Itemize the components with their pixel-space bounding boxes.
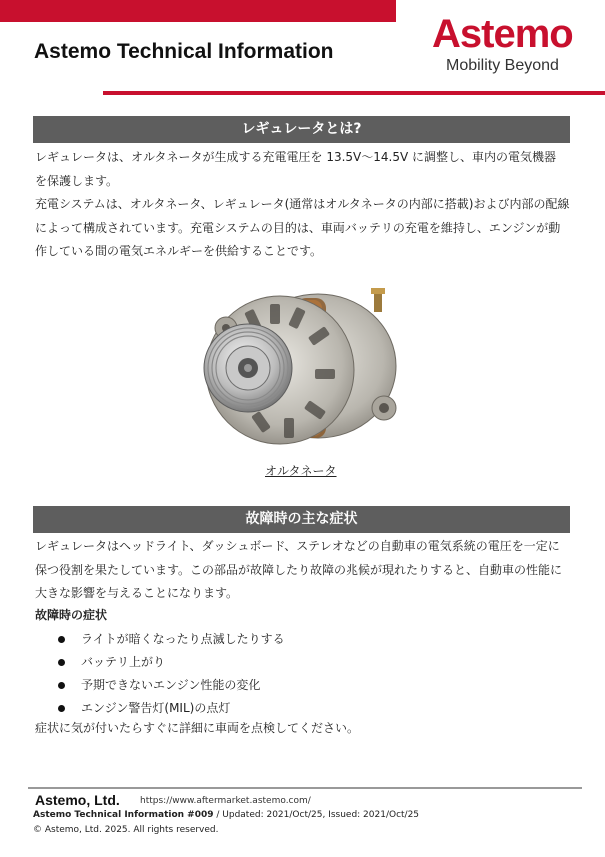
footer-brand: Astemo, Ltd. bbox=[35, 792, 120, 808]
image-caption: オルタネータ bbox=[265, 464, 337, 478]
text-line: 充電システムは、オルタネータ、レギュレータ(通常はオルタネータの内部に搭載)および内部の配線 bbox=[35, 197, 570, 211]
regulator-description bbox=[35, 146, 575, 264]
bullet-icon bbox=[58, 636, 65, 643]
symptom-text: 予期できないエンジン性能の変化 bbox=[81, 678, 261, 692]
alternator-image bbox=[188, 278, 412, 458]
bullet-icon bbox=[58, 659, 65, 666]
text-line: 作している間の電気エネルギーを供給することです。 bbox=[35, 244, 323, 258]
document-id: Astemo Technical Information #009 bbox=[33, 810, 214, 820]
symptoms-subheading: 故障時の症状 bbox=[35, 608, 108, 622]
list-item bbox=[58, 651, 285, 674]
symptom-text: バッテリ上がり bbox=[81, 655, 166, 669]
text-line: を保護します。 bbox=[35, 173, 119, 188]
text-line: 保つ役割を果たしています。この部品が故障したり故障の兆候が現れたりすると、自動車の性能に bbox=[35, 562, 563, 577]
symptom-text: エンジン警告灯(MIL)の点灯 bbox=[81, 701, 231, 715]
text-line: 大きな影響を与えることになります。 bbox=[35, 586, 239, 600]
astemo-logo bbox=[420, 12, 595, 82]
document-title: Astemo Technical Information bbox=[34, 40, 334, 63]
section-heading-symptoms: 故障時の主な症状 bbox=[33, 506, 570, 533]
footer-document-info bbox=[33, 810, 419, 820]
list-item bbox=[58, 674, 285, 697]
bullet-icon bbox=[58, 682, 65, 689]
symptom-list bbox=[58, 628, 285, 720]
closing-text: 症状に気が付いたらすぐに詳細に車両を点検してください。 bbox=[35, 721, 360, 735]
document-dates: / Updated: 2021/Oct/25, Issued: 2021/Oct/25 bbox=[213, 810, 420, 820]
header-rule bbox=[103, 91, 605, 95]
logo-tagline: Mobility Beyond bbox=[446, 57, 559, 74]
footer-rule bbox=[28, 787, 582, 789]
text-line: によって構成されています。充電システムの目的は、車両バッテリの充電を維持し、エンジンが動 bbox=[35, 220, 561, 235]
symptoms-description bbox=[35, 535, 575, 606]
footer-url-link[interactable]: https://www.aftermarket.astemo.com/ bbox=[140, 796, 311, 806]
list-item bbox=[58, 628, 285, 651]
symptom-text: ライトが暗くなったり点滅したりする bbox=[81, 632, 285, 646]
header-red-bar bbox=[0, 0, 396, 22]
text-line: レギュレータはヘッドライト、ダッシュボード、ステレオなどの自動車の電気系統の電圧を一定に bbox=[35, 539, 560, 553]
footer-copyright: © Astemo, Ltd. 2025. All rights reserved. bbox=[33, 825, 219, 835]
logo-wordmark: Astemo bbox=[432, 12, 573, 56]
bullet-icon bbox=[58, 705, 65, 712]
text-line: レギュレータは、オルタネータが生成する充電電圧を 13.5V～14.5V に調整し、車内の電気機器 bbox=[35, 150, 557, 164]
section-heading-regulator: レギュレータとは? bbox=[33, 116, 570, 143]
